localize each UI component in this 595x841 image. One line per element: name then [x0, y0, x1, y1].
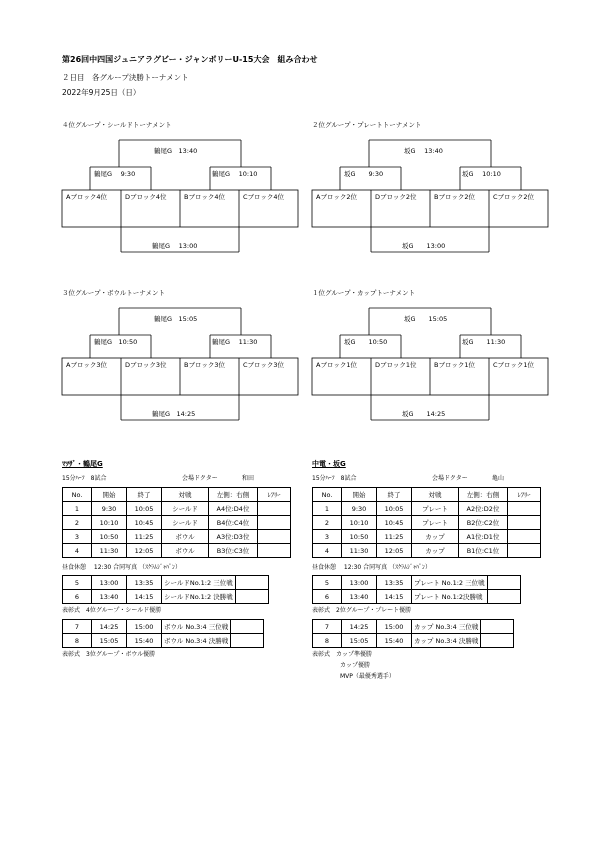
- team-slot-3: Cブロック4位: [243, 193, 285, 201]
- table-cell: A3位:D3位: [209, 530, 258, 544]
- table-cell: 14:15: [127, 590, 162, 604]
- table-cell: シールドNo.1:2 決勝戦: [162, 590, 236, 604]
- table-cell: 5: [313, 576, 342, 590]
- table-cell: 15:05: [92, 634, 127, 648]
- semi-right-label: 坂G 10:10: [462, 170, 501, 178]
- day-line: ２日目 各グループ決勝トーナメント: [62, 73, 189, 82]
- award-ceremony-1: 表彰式 2位グループ・プレート優勝: [312, 607, 412, 614]
- table-cell: シールド: [162, 516, 209, 530]
- table-cell: 左側：右側: [209, 488, 258, 502]
- lunch-note: 昼食休憩 12:30 合同写真 （ｽｸﾗﾑｼﾞｬﾊﾟﾝ）: [312, 564, 432, 571]
- table-cell: ﾚﾌﾘｰ: [508, 488, 541, 502]
- table-cell: ボウル: [162, 530, 209, 544]
- award-ceremony-2: MVP（最優秀選手）: [340, 673, 395, 680]
- table-cell: 14:25: [92, 620, 127, 634]
- table-cell: 2: [313, 516, 342, 530]
- table-cell: B1位:C1位: [459, 544, 508, 558]
- bracket-lines: [62, 290, 302, 425]
- match-format: 15分ﾊｰﾌ 8試合: [62, 475, 107, 482]
- table-cell: ボウル: [162, 544, 209, 558]
- schedule-finals-table: [312, 619, 514, 648]
- team-slot-2: Bブロック2位: [434, 193, 475, 201]
- table-cell: 15:40: [377, 634, 412, 648]
- table-cell: 6: [63, 590, 92, 604]
- table-cell: 8: [63, 634, 92, 648]
- table-cell: 3: [63, 530, 92, 544]
- lunch-note: 昼食休憩 12:30 合同写真 （ｽｸﾗﾑｼﾞｬﾊﾟﾝ）: [62, 564, 182, 571]
- table-cell: 開始: [342, 488, 377, 502]
- table-cell: 13:40: [342, 590, 377, 604]
- table-cell: プレート No.1:2 三位戦: [412, 576, 488, 590]
- table-cell: 11:30: [92, 544, 127, 558]
- team-slot-1: Dブロック2位: [375, 193, 417, 201]
- table-cell: プレート No.1:2決勝戦: [412, 590, 488, 604]
- table-cell: [258, 502, 291, 516]
- table-cell: 15:40: [127, 634, 162, 648]
- table-cell: A4位:D4位: [209, 502, 258, 516]
- table-cell: [235, 590, 268, 604]
- table-cell: 13:40: [92, 590, 127, 604]
- schedule-main-table: [312, 487, 541, 558]
- doctor-name: 亀山: [492, 475, 505, 482]
- schedule-afternoon-table: [62, 575, 269, 604]
- table-cell: 対戦: [412, 488, 459, 502]
- table-cell: 8: [313, 634, 342, 648]
- table-cell: 4: [313, 544, 342, 558]
- table-row: [63, 634, 264, 648]
- table-cell: 開始: [92, 488, 127, 502]
- table-cell: 15:00: [377, 620, 412, 634]
- table-cell: 9:30: [342, 502, 377, 516]
- table-cell: ﾚﾌﾘｰ: [258, 488, 291, 502]
- award-ceremony-2: 表彰式 3位グループ・ボウル優勝: [62, 651, 156, 658]
- doctor-label: 会場ドクター: [432, 475, 468, 482]
- team-slot-0: Aブロック3位: [66, 361, 107, 369]
- semi-left-label: 坂G 10:50: [344, 338, 388, 346]
- venue-name: ﾏﾂｻﾞ・鶴尾G: [62, 460, 103, 468]
- table-cell: 13:00: [342, 576, 377, 590]
- table-cell: 10:45: [127, 516, 162, 530]
- schedule-afternoon-table: [312, 575, 521, 604]
- table-cell: プレート: [412, 516, 459, 530]
- table-cell: [508, 544, 541, 558]
- bracket-heading: １位グループ・カップトーナメント: [312, 289, 416, 297]
- semi-right-label: 坂G 11:30: [462, 338, 506, 346]
- document-title: 第26回中四国ジュニアラグビー・ジャンボリーU-15大会 組み合わせ: [62, 55, 318, 64]
- team-slot-0: Aブロック1位: [316, 361, 357, 369]
- date-line: 2022年9月25日（日）: [62, 88, 141, 97]
- table-row: [313, 530, 541, 544]
- final-label: 鶴尾G 15:05: [154, 315, 198, 323]
- table-cell: 14:25: [342, 620, 377, 634]
- table-row: [63, 488, 291, 502]
- semi-left-label: 鶴尾G 10:50: [94, 338, 138, 346]
- award-ceremony-2: 表彰式 カップ準優勝: [312, 651, 372, 658]
- table-cell: ボウル No.3:4 決勝戦: [162, 634, 231, 648]
- table-row: [313, 544, 541, 558]
- schedule-finals-table: [62, 619, 264, 648]
- table-cell: [258, 530, 291, 544]
- table-cell: 終了: [377, 488, 412, 502]
- table-cell: 2: [63, 516, 92, 530]
- team-slot-2: Bブロック3位: [184, 361, 225, 369]
- table-cell: プレート: [412, 502, 459, 516]
- table-cell: [481, 620, 514, 634]
- table-cell: 11:30: [342, 544, 377, 558]
- final-label: 鶴尾G 13:40: [154, 147, 198, 155]
- table-cell: 12:05: [127, 544, 162, 558]
- table-cell: [508, 502, 541, 516]
- table-cell: カップ No.3:4 三位戦: [412, 620, 481, 634]
- table-cell: B4位:C4位: [209, 516, 258, 530]
- table-cell: B3位:C3位: [209, 544, 258, 558]
- table-cell: 対戦: [162, 488, 209, 502]
- semi-right-label: 鶴尾G 11:30: [212, 338, 258, 346]
- table-cell: [231, 620, 264, 634]
- table-row: [63, 516, 291, 530]
- table-cell: [258, 516, 291, 530]
- table-cell: [258, 544, 291, 558]
- table-row: [63, 502, 291, 516]
- semi-left-label: 鶴尾G 9:30: [94, 170, 136, 178]
- bracket-lines: [312, 122, 552, 257]
- team-slot-2: Bブロック1位: [434, 361, 475, 369]
- table-row: [63, 620, 264, 634]
- bracket-lines: [312, 290, 552, 425]
- table-cell: 終了: [127, 488, 162, 502]
- table-cell: 7: [313, 620, 342, 634]
- table-cell: 11:25: [127, 530, 162, 544]
- team-slot-3: Cブロック2位: [493, 193, 535, 201]
- table-cell: [487, 590, 520, 604]
- semi-right-label: 鶴尾G 10:10: [212, 170, 258, 178]
- table-cell: B2位:C2位: [459, 516, 508, 530]
- table-cell: [481, 634, 514, 648]
- third-place-label: 坂G 14:25: [402, 410, 446, 418]
- table-cell: 10:50: [342, 530, 377, 544]
- table-row: [313, 590, 521, 604]
- table-cell: 1: [63, 502, 92, 516]
- table-cell: 3: [313, 530, 342, 544]
- table-row: [63, 576, 269, 590]
- team-slot-0: Aブロック4位: [66, 193, 107, 201]
- table-row: [313, 502, 541, 516]
- table-cell: No.: [63, 488, 92, 502]
- table-cell: [508, 516, 541, 530]
- team-slot-2: Bブロック4位: [184, 193, 225, 201]
- table-cell: 15:00: [127, 620, 162, 634]
- award-ceremony-2: カップ優勝: [340, 662, 370, 669]
- table-row: [63, 590, 269, 604]
- table-cell: 13:00: [92, 576, 127, 590]
- table-row: [313, 634, 514, 648]
- schedule-main-table: [62, 487, 291, 558]
- semi-left-label: 坂G 9:30: [344, 170, 384, 178]
- table-cell: 10:05: [377, 502, 412, 516]
- doctor-name: 和田: [242, 475, 255, 482]
- table-cell: 1: [313, 502, 342, 516]
- team-slot-1: Dブロック1位: [375, 361, 417, 369]
- table-cell: 14:15: [377, 590, 412, 604]
- third-place-label: 坂G 13:00: [402, 242, 446, 250]
- table-cell: 10:45: [377, 516, 412, 530]
- award-ceremony-1: 表彰式 4位グループ・シールド優勝: [62, 607, 162, 614]
- table-cell: シールドNo.1:2 三位戦: [162, 576, 236, 590]
- table-row: [313, 576, 521, 590]
- table-cell: 10:50: [92, 530, 127, 544]
- table-cell: A2位:D2位: [459, 502, 508, 516]
- table-cell: 13:35: [127, 576, 162, 590]
- team-slot-1: Dブロック3位: [125, 361, 167, 369]
- team-slot-3: Cブロック3位: [243, 361, 285, 369]
- third-place-label: 鶴尾G 14:25: [152, 410, 196, 418]
- table-cell: [231, 634, 264, 648]
- doctor-label: 会場ドクター: [182, 475, 218, 482]
- table-cell: [508, 530, 541, 544]
- table-cell: [235, 576, 268, 590]
- bracket-heading: ２位グループ・プレートトーナメント: [312, 121, 422, 129]
- table-cell: 6: [313, 590, 342, 604]
- final-label: 坂G 13:40: [404, 147, 443, 155]
- table-cell: 9:30: [92, 502, 127, 516]
- table-cell: 12:05: [377, 544, 412, 558]
- final-label: 坂G 15:05: [404, 315, 448, 323]
- table-cell: ボウル No.3:4 三位戦: [162, 620, 231, 634]
- team-slot-1: Dブロック4位: [125, 193, 167, 201]
- table-row: [63, 530, 291, 544]
- table-cell: 15:05: [342, 634, 377, 648]
- table-row: [313, 488, 541, 502]
- table-cell: カップ: [412, 530, 459, 544]
- third-place-label: 鶴尾G 13:00: [152, 242, 198, 250]
- bracket-heading: ３位グループ・ボウルトーナメント: [62, 289, 166, 297]
- table-cell: カップ: [412, 544, 459, 558]
- bracket-lines: [62, 122, 302, 257]
- table-cell: 10:10: [342, 516, 377, 530]
- table-cell: 7: [63, 620, 92, 634]
- match-format: 15分ﾊｰﾌ 8試合: [312, 475, 357, 482]
- team-slot-0: Aブロック2位: [316, 193, 357, 201]
- table-row: [313, 516, 541, 530]
- table-cell: 4: [63, 544, 92, 558]
- table-row: [63, 544, 291, 558]
- table-cell: No.: [313, 488, 342, 502]
- table-cell: 10:10: [92, 516, 127, 530]
- table-cell: A1位:D1位: [459, 530, 508, 544]
- bracket-heading: ４位グループ・シールドトーナメント: [62, 121, 172, 129]
- table-cell: 11:25: [377, 530, 412, 544]
- table-cell: 10:05: [127, 502, 162, 516]
- venue-name: 中電・坂G: [312, 460, 346, 468]
- table-cell: カップ No.3:4 決勝戦: [412, 634, 481, 648]
- table-cell: 5: [63, 576, 92, 590]
- team-slot-3: Cブロック1位: [493, 361, 535, 369]
- table-cell: 13:35: [377, 576, 412, 590]
- table-cell: シールド: [162, 502, 209, 516]
- table-cell: [487, 576, 520, 590]
- table-cell: 左側：右側: [459, 488, 508, 502]
- table-row: [313, 620, 514, 634]
